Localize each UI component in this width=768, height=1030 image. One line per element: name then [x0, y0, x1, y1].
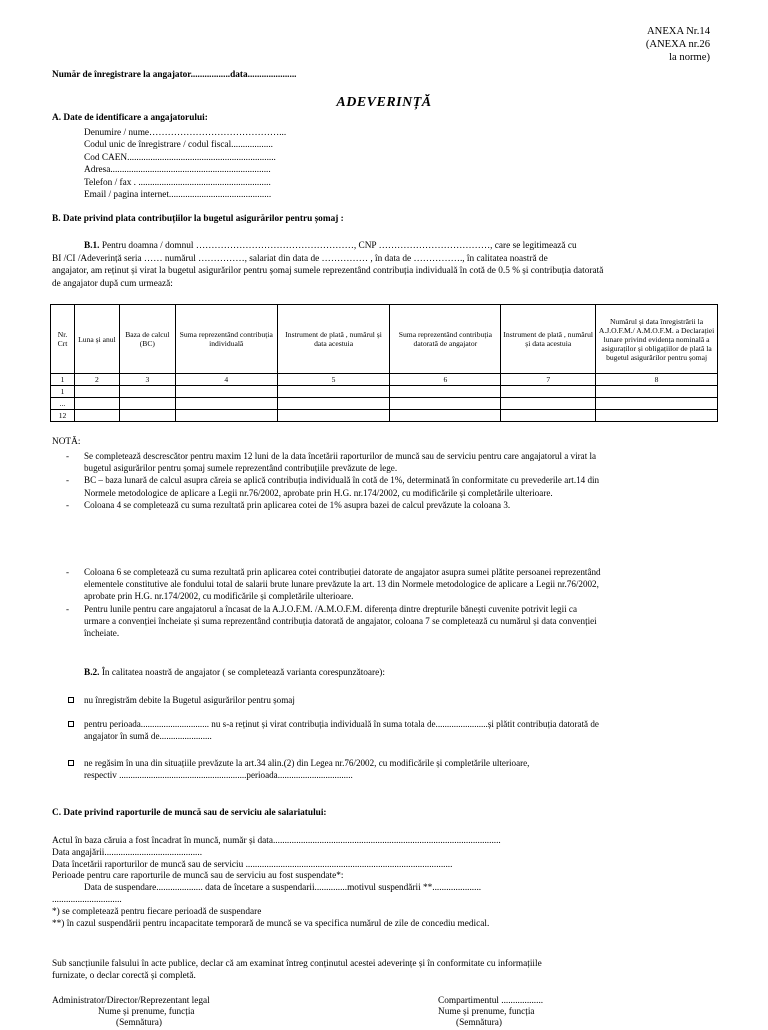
signature-right-name: Nume și prenume, funcția [438, 1007, 535, 1018]
table-cell: 3 [119, 374, 175, 386]
declaration [52, 958, 542, 982]
annex-line-2: (ANEXA nr.26 [645, 39, 710, 50]
field-email: Email / pagina internet............................................ [84, 190, 272, 201]
table-row [51, 410, 718, 422]
b2-option-art34[interactable]: ne regăsim în una din situațiile prevăzute la art.34 alin.(2) din Legea nr.76/2002, cu modificările și completările ulterioare, respectiv ........................................................perioada................................. [66, 757, 716, 782]
table-cell: 1 [51, 386, 75, 398]
b1-line-2: BI /CI /Adeverință seria …… numărul ……………, salariat din data de …………… , în data de ……………., în calitatea noastră de [52, 253, 548, 264]
b2-option-period[interactable]: pentru perioada.............................. nu s-a reținut și virat contribuția individuală în suma totala de.......................și plătit contribuția datorată de angajator în sumă de....................... [66, 718, 716, 743]
section-b-heading: B. Date privind plata contribuțiilor la bugetul asigurărilor pentru șomaj : [52, 214, 344, 224]
table-cell [175, 398, 277, 410]
table-cell [596, 398, 718, 410]
table-cell: 12 [51, 410, 75, 422]
table-cell [119, 398, 175, 410]
table-cell: 4 [175, 374, 277, 386]
table-cell [501, 410, 596, 422]
table-row [51, 386, 718, 398]
annex-header [590, 25, 710, 64]
table-cell [277, 398, 390, 410]
table-header-cell: Suma reprezentând contribuția individuală [175, 305, 277, 374]
table-cell [596, 386, 718, 398]
table-header-cell: Nr. Crt [51, 305, 75, 374]
table-cell [74, 410, 119, 422]
table-cell: ... [51, 398, 75, 410]
b1-line-1: Pentru doamna / domnul ……………………………………………, CNP ………………………………, care se legitimează cu [99, 241, 577, 251]
signature-right [438, 996, 543, 1030]
signature-left-name: Nume și prenume, funcția [98, 1007, 195, 1018]
footnote-1: *) se completează pentru fiecare perioadă de suspendare [52, 906, 262, 917]
b1-line-3: angajator, am reținut și virat la bugetul asigurărilor pentru șomaj sumele reprezentând contribuția individuală în cotă de 0.5 % și contribuția datorată [52, 266, 604, 277]
contributions-table [50, 304, 718, 422]
table-header-cell: Numărul și data înregistrării la A.J.O.F.M./ A.M.O.F.M. a Declarației lunare privind evidența nominală a asiguraților și obligațiilor de plată la bugetul asigurărilor pentru șomaj [596, 305, 718, 374]
table-header-cell: Baza de calcul (BC) [119, 305, 175, 374]
field-denumire: Denumire / nume……………………………………... [84, 128, 287, 138]
table-cell [119, 386, 175, 398]
table-index-row [51, 374, 718, 386]
table-cell [501, 386, 596, 398]
table-cell [119, 410, 175, 422]
table-cell: 6 [390, 374, 501, 386]
field-caen: Cod CAEN................................................................ [84, 152, 276, 163]
checkbox-icon[interactable] [68, 760, 74, 766]
section-c-heading: C. Date privind raporturile de muncă sau de serviciu ale salariatului: [52, 808, 327, 818]
table-cell [501, 398, 596, 410]
table-cell [390, 410, 501, 422]
table-cell: 2 [74, 374, 119, 386]
b1-label: B.1. [84, 241, 100, 251]
table-cell [175, 386, 277, 398]
field-cui: Codul unic de înregistrare / codul fiscal.................. [84, 140, 273, 151]
b2-heading: B.2. În calitatea noastră de angajator ( se completează varianta corespunzătoare): [84, 668, 385, 678]
line-data-angajarii: Data angajării.......................................... [52, 847, 203, 858]
footnote-2: **) în cazul suspendării pentru incapacitate temporară de muncă se va specifica numărul de zile de concediu medical. [52, 918, 490, 929]
table-cell: 8 [596, 374, 718, 386]
table-cell: 1 [51, 374, 75, 386]
table-cell [390, 386, 501, 398]
section-a-heading: A. Date de identificare a angajatorului: [52, 113, 208, 123]
table-cell [175, 410, 277, 422]
table-cell [596, 410, 718, 422]
table-header-cell: Suma reprezentând contribuția datorată de angajator [390, 305, 501, 374]
field-adresa: Adresa..................................................................... [84, 165, 271, 176]
declaration-line-2: furnizate, o declar corectă și completă. [52, 971, 196, 981]
annex-line-1: ANEXA Nr.14 [647, 26, 710, 37]
section-c-lines [52, 836, 501, 930]
list-item: - Coloana 4 se completează cu suma rezultată prin aplicarea cotei de 1% asupra bazei de calcul prevăzute la coloana 3. [66, 499, 511, 510]
table-cell [74, 398, 119, 410]
nota-label: NOTĂ: [52, 437, 81, 447]
line-act: Actul în baza căruia a fost încadrat în muncă, număr și data.................................................................................................. [52, 836, 501, 846]
nota-list-top [66, 450, 716, 511]
list-item: - BC – baza lunară de calcul asupra căreia se aplică contribuția individuală în cotă de 1%, determinată în conformitate cu prevederile art.14 din Normele metodologice de aplicare a Legii nr.76/2002, aprobate prin H.G. nr.174/2002, cu modificările și completările ulterioare. [66, 475, 600, 498]
signature-left [52, 996, 210, 1030]
page-title: ADEVERINȚĂ [336, 95, 432, 110]
table-row [51, 398, 718, 410]
annex-line-3: la norme) [669, 52, 710, 63]
table-cell [74, 386, 119, 398]
employer-id-fields [84, 127, 286, 201]
declaration-line-1: Sub sancțiunile falsului în acte publice, declar că am examinat întreg conținutul acestei adeverințe și în conformitate cu informațiile [52, 959, 542, 969]
table-header-row [51, 305, 718, 374]
list-item: - Pentru lunile pentru care angajatorul a încasat de la A.J.O.F.M. /A.M.O.F.M. diferența dintre drepturile bănești cuvenite potrivit legii ca urmare a convenției încheiate și suma reprezentând contribuția datorată de angajator, coloana 7 se completează cu numărul și data convenției încheiate. [66, 603, 597, 639]
table-cell [277, 386, 390, 398]
b2-option-no-debts[interactable]: nu înregistrăm debite la Bugetul asigurărilor pentru șomaj [66, 694, 716, 706]
signature-right-sign: (Semnătura) [456, 1018, 502, 1029]
b1-paragraph [52, 240, 720, 290]
table-header-cell: Instrument de plată , numărul și data acestuia [501, 305, 596, 374]
line-dots: .............................. [52, 894, 122, 905]
signature-left-title: Administrator/Director/Reprezentant legal [52, 996, 210, 1006]
list-item: - Se completează descrescător pentru maxim 12 luni de la data încetării raporturilor de muncă sau de serviciu pentru care angajatorul a virat la bugetul asigurărilor pentru șomaj sumele reprezentând contribuțiile prevăzute de lege. [66, 451, 597, 474]
registration-line: Număr de înregistrare la angajator.................data..................... [52, 70, 297, 80]
signature-right-title: Compartimentul .................. [438, 996, 544, 1006]
b1-line-4: de angajator după cum urmează: [52, 278, 173, 289]
checkbox-icon[interactable] [68, 721, 74, 727]
table-cell [390, 398, 501, 410]
list-item: - Coloana 6 se completează cu suma rezultată prin aplicarea cotei contribuției datorate de angajator asupra sumei plătite persoanei reprezentând elementele constitutive ale fondului total de salarii brute lunare prevăzute la art. 13 din Normele metodologice de aplicare a Legii nr.76/2002, aprobate prin H.G. nr.174/2002, cu modificările și completările ulterioare. [66, 567, 601, 602]
checkbox-icon[interactable] [68, 697, 74, 703]
signature-left-sign: (Semnătura) [116, 1018, 162, 1029]
table-cell: 7 [501, 374, 596, 386]
nota-list-bottom [66, 566, 716, 639]
field-telefon: Telefon / fax . ......................................................... [84, 177, 271, 188]
table-header-cell: Instrument de plată , numărul și data acestuia [277, 305, 390, 374]
line-perioade-suspendare: Perioade pentru care raporturile de muncă sau de serviciu au fost suspendate*: [52, 871, 344, 882]
table-cell: 5 [277, 374, 390, 386]
line-data-incetarii: Data încetării raporturilor de muncă sau de serviciu ......................................................................................... [52, 859, 453, 870]
table-header-cell: Luna și anul [74, 305, 119, 374]
table-cell [277, 410, 390, 422]
line-suspendare-details: Data de suspendare.................... data de încetare a suspendarii..............motivul suspendării **..................... [84, 883, 482, 894]
